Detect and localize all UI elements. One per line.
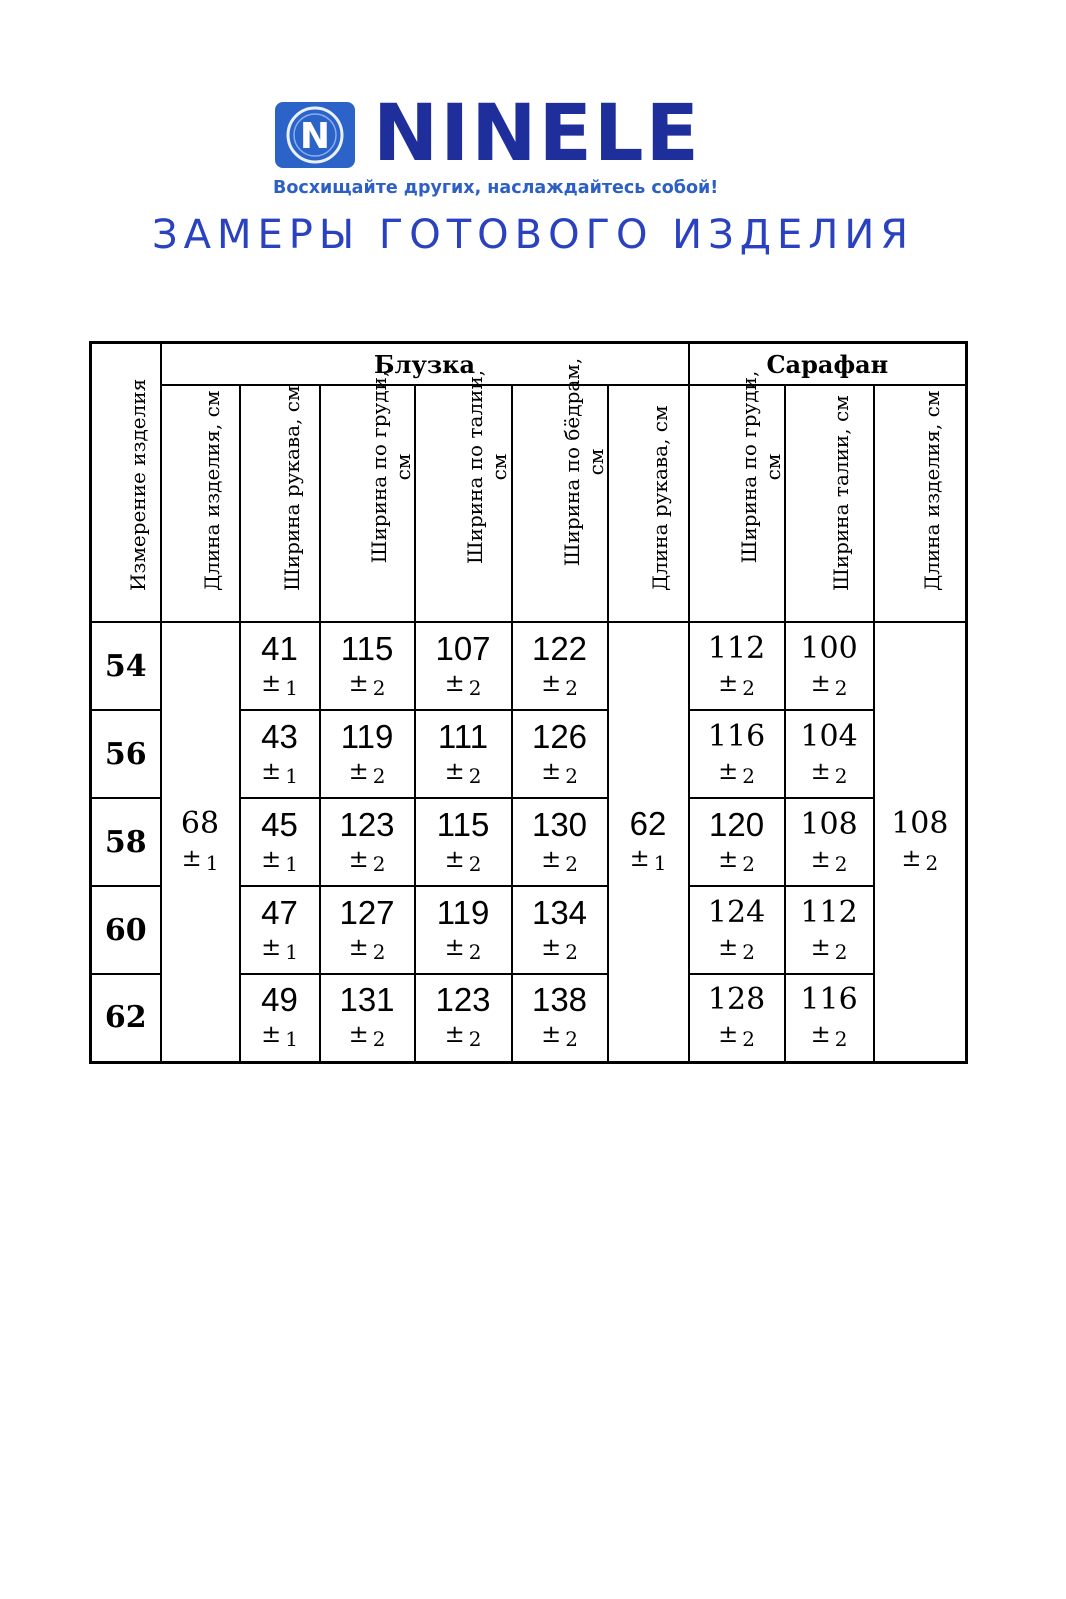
cell: 138 ± $_2$ bbox=[512, 974, 608, 1062]
group-header-blouse: Блузка bbox=[161, 343, 689, 386]
cell: 123 ± $_2$ bbox=[320, 798, 415, 886]
ninele-logo-icon bbox=[275, 102, 355, 168]
cell: 115 ± $_2$ bbox=[320, 622, 415, 710]
cell: 43 ± $_1$ bbox=[240, 710, 320, 798]
cell: 104 ± $_2$ bbox=[785, 710, 874, 798]
size-cell: 58 bbox=[91, 798, 161, 886]
cell: 131 ± $_2$ bbox=[320, 974, 415, 1062]
column-header: Длина рукава, см bbox=[608, 385, 689, 622]
cell: 115 ± $_2$ bbox=[415, 798, 512, 886]
cell: 47 ± $_1$ bbox=[240, 886, 320, 974]
cell: 119 ± $_2$ bbox=[415, 886, 512, 974]
column-header: Ширина рукава, см bbox=[240, 385, 320, 622]
cell: 108 ± $_2$ bbox=[785, 798, 874, 886]
table-row bbox=[91, 622, 967, 710]
blouse-length-cell: 68 ± $_1$ bbox=[161, 622, 240, 1062]
column-header: Ширина по груди, см bbox=[320, 385, 415, 622]
brand-tagline: Восхищайте других, наслаждайтесь собой! bbox=[273, 178, 719, 198]
sleeve-length-cell: 62 ± $_1$ bbox=[608, 622, 689, 1062]
dress-length-cell: 108 ± $_2$ bbox=[874, 622, 967, 1062]
cell: 100 ± $_2$ bbox=[785, 622, 874, 710]
cell: 112 ± $_2$ bbox=[785, 886, 874, 974]
cell: 107 ± $_2$ bbox=[415, 622, 512, 710]
column-header: Ширина по талии, см bbox=[415, 385, 512, 622]
row-header-cell bbox=[91, 343, 161, 623]
cell: 116 ± $_2$ bbox=[689, 710, 785, 798]
cell: 130 ± $_2$ bbox=[512, 798, 608, 886]
brand-name: NINELE bbox=[373, 89, 701, 179]
cell: 116 ± $_2$ bbox=[785, 974, 874, 1062]
svg-text:N: N bbox=[299, 116, 331, 157]
group-header-dress: Сарафан bbox=[689, 343, 967, 386]
cell: 126 ± $_2$ bbox=[512, 710, 608, 798]
cell: 120 ± $_2$ bbox=[689, 798, 785, 886]
size-cell: 60 bbox=[91, 886, 161, 974]
column-header: Ширина по груди, см bbox=[689, 385, 785, 622]
row-header: Измерение изделия bbox=[125, 378, 150, 591]
column-header: Ширина талии, см bbox=[785, 385, 874, 622]
cell: 128 ± $_2$ bbox=[689, 974, 785, 1062]
cell: 134 ± $_2$ bbox=[512, 886, 608, 974]
cell: 49 ± $_1$ bbox=[240, 974, 320, 1062]
brand-header bbox=[273, 89, 785, 208]
cell: 127 ± $_2$ bbox=[320, 886, 415, 974]
cell: 112 ± $_2$ bbox=[689, 622, 785, 710]
column-header: Длина изделия, см bbox=[874, 385, 967, 622]
cell: 45 ± $_1$ bbox=[240, 798, 320, 886]
size-cell: 62 bbox=[91, 974, 161, 1062]
cell: 111 ± $_2$ bbox=[415, 710, 512, 798]
size-table bbox=[89, 341, 968, 1064]
page-title: ЗАМЕРЫ ГОТОВОГО ИЗДЕЛИЯ bbox=[151, 212, 915, 258]
column-header: Ширина по бёдрам, см bbox=[512, 385, 608, 622]
size-cell: 56 bbox=[91, 710, 161, 798]
column-header: Длина изделия, см bbox=[161, 385, 240, 622]
cell: 41 ± $_1$ bbox=[240, 622, 320, 710]
cell: 122 ± $_2$ bbox=[512, 622, 608, 710]
size-cell: 54 bbox=[91, 622, 161, 710]
cell: 123 ± $_2$ bbox=[415, 974, 512, 1062]
cell: 124 ± $_2$ bbox=[689, 886, 785, 974]
cell: 119 ± $_2$ bbox=[320, 710, 415, 798]
